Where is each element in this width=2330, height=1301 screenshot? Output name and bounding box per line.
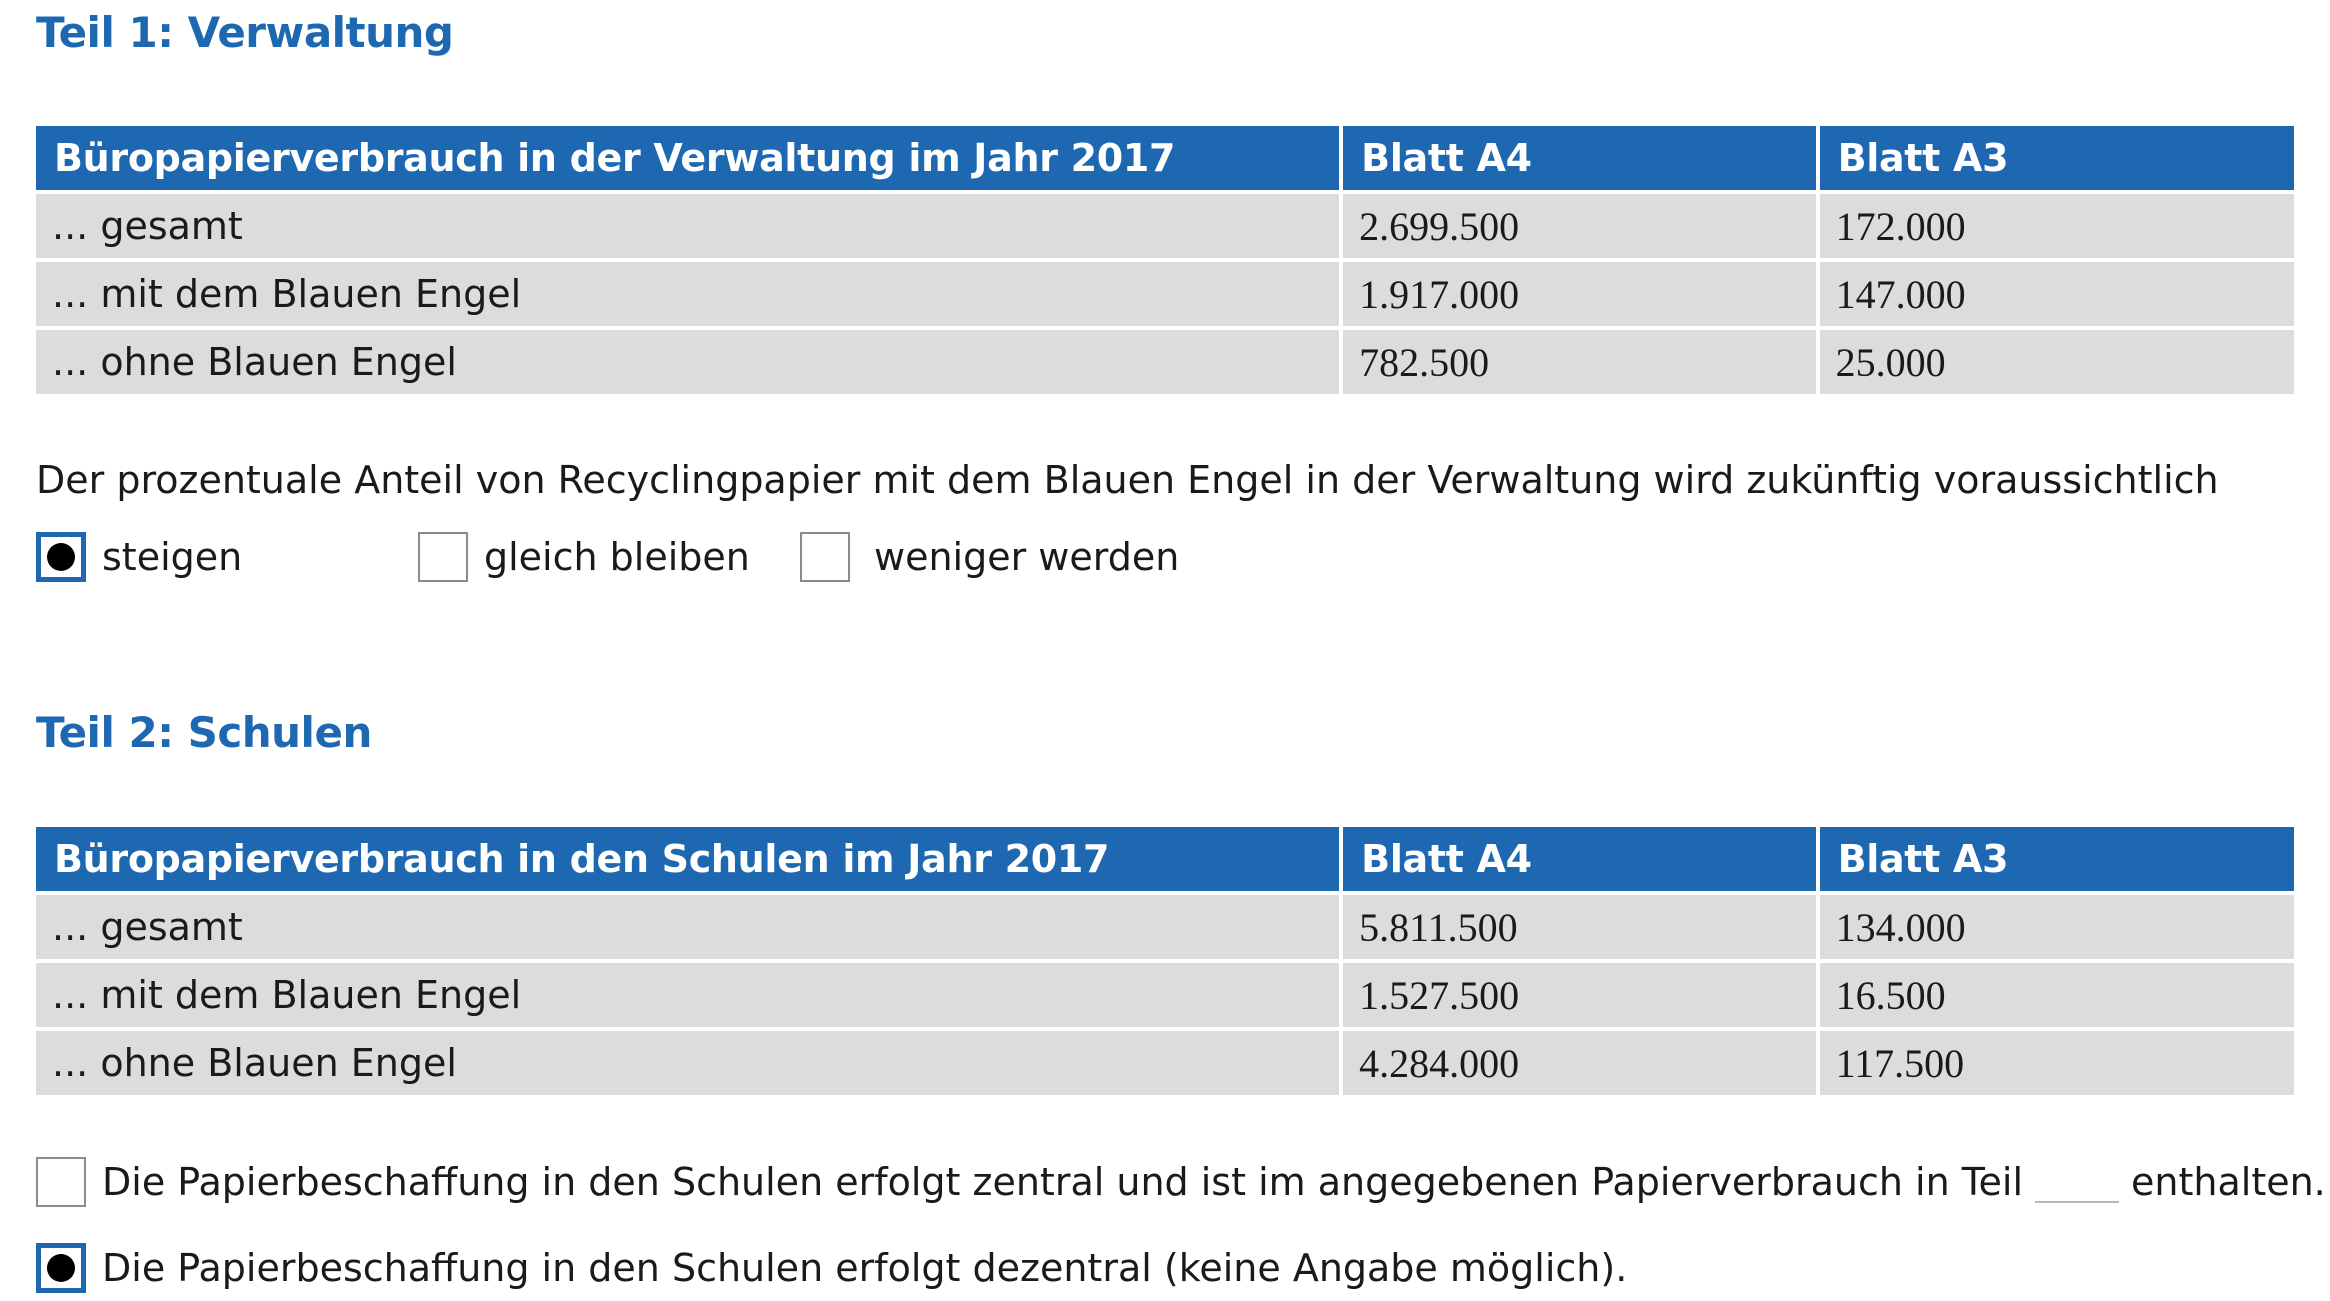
teil-number-blank-input[interactable] bbox=[2035, 1161, 2119, 1203]
value-a4: 1.917.000 bbox=[1343, 262, 1815, 326]
option-label: gleich bleiben bbox=[484, 535, 750, 579]
checkbox-dezentral[interactable] bbox=[36, 1243, 86, 1293]
table-row bbox=[36, 194, 2294, 258]
table-row bbox=[36, 262, 2294, 326]
table-row bbox=[36, 1031, 2294, 1095]
table-verwaltung bbox=[32, 122, 2298, 398]
row-label: ... mit dem Blauen Engel bbox=[36, 963, 1339, 1027]
table-schulen bbox=[32, 823, 2298, 1099]
option-label-after: enthalten. bbox=[2131, 1160, 2326, 1204]
value-a4: 1.527.500 bbox=[1343, 963, 1815, 1027]
option-label: Die Papierbeschaffung in den Schulen erfolgt dezentral (keine Angabe möglich). bbox=[102, 1246, 1628, 1290]
checkbox-weniger-werden[interactable] bbox=[800, 532, 850, 582]
value-a4: 4.284.000 bbox=[1343, 1031, 1815, 1095]
value-a3: 25.000 bbox=[1820, 330, 2294, 394]
row-label: ... gesamt bbox=[36, 194, 1339, 258]
value-a4: 5.811.500 bbox=[1343, 895, 1815, 959]
row-label: ... gesamt bbox=[36, 895, 1339, 959]
checkbox-zentral[interactable] bbox=[36, 1157, 86, 1207]
table-row bbox=[36, 895, 2294, 959]
option-dezentral[interactable] bbox=[36, 1243, 1627, 1293]
value-a3: 134.000 bbox=[1820, 895, 2294, 959]
value-a3: 16.500 bbox=[1820, 963, 2294, 1027]
question-recycling-share: Der prozentuale Anteil von Recyclingpapier mit dem Blauen Engel in der Verwaltung wird zukünftig voraussichtlich bbox=[36, 458, 2219, 502]
column-header-usage: Büropapierverbrauch in den Schulen im Jahr 2017 bbox=[36, 827, 1339, 891]
option-gleich-bleiben[interactable] bbox=[418, 532, 750, 582]
row-label: ... mit dem Blauen Engel bbox=[36, 262, 1339, 326]
value-a4: 2.699.500 bbox=[1343, 194, 1815, 258]
option-label: steigen bbox=[102, 535, 243, 579]
table-header-row bbox=[36, 126, 2294, 190]
option-steigen[interactable] bbox=[36, 532, 242, 582]
column-header-a3: Blatt A3 bbox=[1820, 126, 2294, 190]
option-label: weniger werden bbox=[874, 535, 1180, 579]
checkbox-steigen[interactable] bbox=[36, 532, 86, 582]
column-header-usage: Büropapierverbrauch in der Verwaltung im Jahr 2017 bbox=[36, 126, 1339, 190]
value-a3: 117.500 bbox=[1820, 1031, 2294, 1095]
section-title-schulen: Teil 2: Schulen bbox=[36, 708, 372, 757]
row-label: ... ohne Blauen Engel bbox=[36, 330, 1339, 394]
checkbox-gleich-bleiben[interactable] bbox=[418, 532, 468, 582]
value-a4: 782.500 bbox=[1343, 330, 1815, 394]
table-header-row bbox=[36, 827, 2294, 891]
column-header-a4: Blatt A4 bbox=[1343, 827, 1815, 891]
row-label: ... ohne Blauen Engel bbox=[36, 1031, 1339, 1095]
option-label-before: Die Papierbeschaffung in den Schulen erfolgt zentral und ist im angegebenen Papierverbrauch in Teil bbox=[102, 1160, 2024, 1204]
value-a3: 172.000 bbox=[1820, 194, 2294, 258]
option-zentral[interactable] bbox=[36, 1157, 2326, 1207]
column-header-a4: Blatt A4 bbox=[1343, 126, 1815, 190]
table-row bbox=[36, 963, 2294, 1027]
section-title-verwaltung: Teil 1: Verwaltung bbox=[36, 8, 454, 57]
value-a3: 147.000 bbox=[1820, 262, 2294, 326]
table-row bbox=[36, 330, 2294, 394]
column-header-a3: Blatt A3 bbox=[1820, 827, 2294, 891]
option-weniger-werden[interactable] bbox=[800, 532, 1179, 582]
